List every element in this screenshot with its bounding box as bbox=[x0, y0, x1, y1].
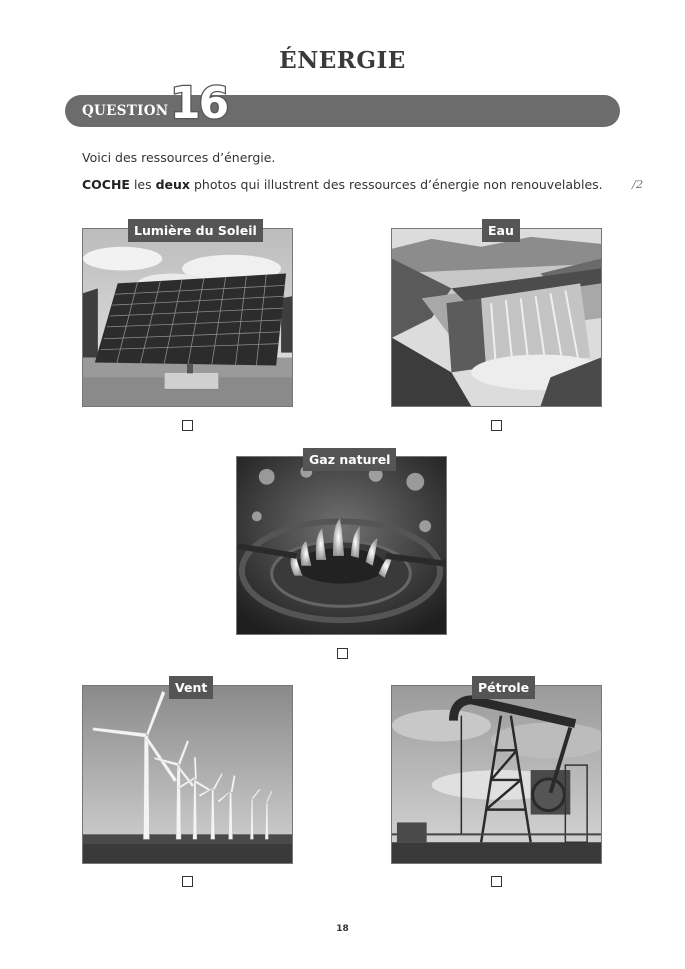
checkbox-gas[interactable] bbox=[337, 648, 348, 659]
score-indicator: /2 bbox=[632, 177, 644, 191]
oil-pump-photo bbox=[391, 685, 602, 864]
option-label-water: Eau bbox=[482, 219, 520, 242]
checkbox-solar[interactable] bbox=[182, 420, 193, 431]
instruction-rest: photos qui illustrent des ressources d’énergie non renouvelables. bbox=[190, 177, 603, 192]
question-label: QUESTION bbox=[82, 103, 169, 119]
question-number: 16 bbox=[170, 78, 228, 129]
intro-text: Voici des ressources d’énergie. bbox=[82, 150, 276, 165]
instruction-verb: COCHE bbox=[82, 177, 130, 192]
page-title: ÉNERGIE bbox=[279, 47, 406, 74]
page-number: 18 bbox=[336, 924, 349, 934]
gas-burner-photo bbox=[236, 456, 447, 635]
checkbox-water[interactable] bbox=[491, 420, 502, 431]
checkbox-oil[interactable] bbox=[491, 876, 502, 887]
instruction-count: deux bbox=[155, 177, 190, 192]
solar-panel-photo bbox=[82, 228, 293, 407]
dam-photo bbox=[391, 228, 602, 407]
instruction-connector: les bbox=[129, 177, 156, 192]
instruction-text bbox=[82, 177, 603, 192]
checkbox-wind[interactable] bbox=[182, 876, 193, 887]
option-label-solar: Lumière du Soleil bbox=[128, 219, 263, 242]
option-label-wind: Vent bbox=[169, 676, 213, 699]
option-label-gas: Gaz naturel bbox=[303, 448, 396, 471]
wind-turbine-photo bbox=[82, 685, 293, 864]
option-label-oil: Pétrole bbox=[472, 676, 535, 699]
